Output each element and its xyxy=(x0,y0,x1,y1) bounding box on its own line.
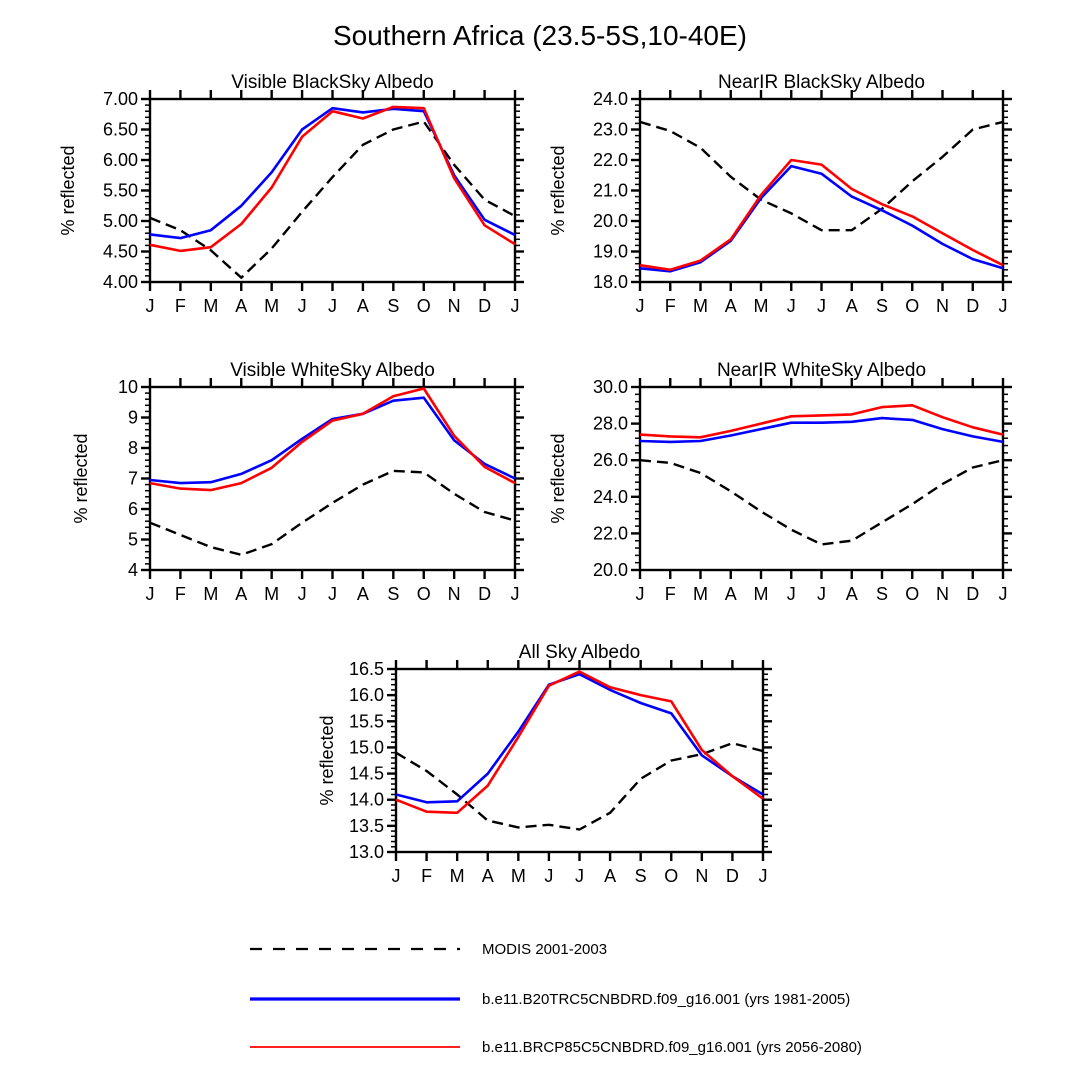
x-tick-label: M xyxy=(449,866,465,886)
y-tick-label: 21.0 xyxy=(592,180,628,201)
x-tick-label: A xyxy=(724,296,737,316)
panel-title: NearIR WhiteSky Albedo xyxy=(716,360,927,381)
y-tick-label: 14.5 xyxy=(348,763,384,784)
x-tick-label: A xyxy=(724,584,737,604)
x-tick-label: A xyxy=(356,296,369,316)
legend-item-b20trc xyxy=(250,991,850,1007)
y-axis-title: % reflected xyxy=(71,433,91,524)
x-tick-label: N xyxy=(936,584,949,604)
y-tick-label: 19.0 xyxy=(592,241,628,262)
x-tick-label: O xyxy=(416,584,431,604)
x-tick-label: M xyxy=(510,866,526,886)
x-tick-label: A xyxy=(356,584,369,604)
x-tick-label: J xyxy=(510,584,520,604)
x-tick-label: J xyxy=(786,584,796,604)
legend-label-b20trc: b.e11.B20TRC5CNBDRD.f09_g16.001 (yrs 1981-2005) xyxy=(482,990,851,1008)
panel-visible-blacksky-albedo xyxy=(58,72,524,316)
y-tick-label: 6.00 xyxy=(102,150,138,170)
y-tick-label: 4.00 xyxy=(102,272,138,292)
y-tick-label: 24.0 xyxy=(592,486,628,507)
legend-label-modis: MODIS 2001-2003 xyxy=(482,940,608,958)
x-tick-label: S xyxy=(634,866,647,886)
x-tick-label: F xyxy=(664,296,676,316)
series-line-1 xyxy=(640,166,1003,271)
x-tick-label: M xyxy=(753,296,769,316)
x-tick-label: A xyxy=(481,866,494,886)
y-tick-label: 18.0 xyxy=(592,272,628,292)
panel-visible-whitesky-albedo xyxy=(71,360,524,604)
x-tick-label: M xyxy=(264,296,280,316)
y-tick-label: 16.0 xyxy=(348,685,384,706)
y-tick-label: 16.5 xyxy=(348,659,384,679)
y-tick-label: 7.00 xyxy=(102,89,138,109)
x-tick-label: J xyxy=(297,296,307,316)
y-tick-label: 20.0 xyxy=(592,560,628,580)
panel-all-sky-albedo xyxy=(317,642,772,886)
series-line-2 xyxy=(396,672,763,813)
x-tick-label: F xyxy=(174,296,186,316)
x-tick-label: J xyxy=(635,584,645,604)
x-tick-label: M xyxy=(753,584,769,604)
x-tick-label: A xyxy=(235,296,248,316)
x-tick-label: J xyxy=(758,866,768,886)
y-tick-label: 5 xyxy=(127,529,138,550)
panel-title: NearIR BlackSky Albedo xyxy=(718,72,925,93)
x-tick-label: A xyxy=(235,584,248,604)
series-line-0 xyxy=(640,122,1003,230)
x-tick-label: D xyxy=(725,866,739,886)
x-tick-label: J xyxy=(998,584,1008,604)
series-line-1 xyxy=(150,108,515,238)
y-tick-label: 20.0 xyxy=(592,211,628,231)
x-tick-label: J xyxy=(998,296,1008,316)
y-tick-label: 22.0 xyxy=(592,150,628,170)
x-tick-label: J xyxy=(297,584,307,604)
y-tick-label: 4.50 xyxy=(102,241,138,262)
x-tick-label: F xyxy=(664,584,676,604)
x-tick-label: J xyxy=(575,866,584,886)
legend-item-brcp85 xyxy=(250,1039,862,1055)
x-tick-label: M xyxy=(693,584,708,604)
y-tick-label: 24.0 xyxy=(592,89,628,109)
x-tick-label: J xyxy=(145,296,155,316)
x-tick-label: D xyxy=(478,296,492,316)
x-tick-label: D xyxy=(966,296,980,316)
x-tick-label: O xyxy=(905,296,920,316)
y-tick-label: 8 xyxy=(127,438,138,458)
y-tick-label: 30.0 xyxy=(592,377,628,397)
x-tick-label: M xyxy=(264,584,280,604)
series-line-1 xyxy=(396,674,763,802)
y-tick-label: 10 xyxy=(117,377,138,397)
x-tick-label: S xyxy=(387,584,400,604)
b20trc-line-swatch xyxy=(250,995,460,1003)
x-tick-label: N xyxy=(936,296,949,316)
x-tick-label: J xyxy=(817,584,826,604)
panel-title: Visible WhiteSky Albedo xyxy=(230,360,435,381)
x-tick-label: S xyxy=(875,296,889,316)
x-tick-label: A xyxy=(845,584,858,604)
x-tick-label: J xyxy=(510,296,520,316)
y-tick-label: 28.0 xyxy=(592,413,628,434)
x-tick-label: O xyxy=(664,866,679,886)
x-tick-label: J xyxy=(786,296,796,316)
x-tick-label: J xyxy=(544,866,554,886)
y-tick-label: 15.0 xyxy=(348,737,384,758)
modis-dashed-line-swatch xyxy=(250,945,460,953)
x-tick-label: J xyxy=(145,584,155,604)
x-tick-label: O xyxy=(905,584,920,604)
brcp85-line-swatch xyxy=(250,1043,460,1051)
series-line-2 xyxy=(150,389,515,491)
x-tick-label: O xyxy=(416,296,431,316)
x-tick-label: F xyxy=(174,584,186,604)
x-tick-label: M xyxy=(203,296,219,316)
y-tick-label: 23.0 xyxy=(592,119,628,140)
series-line-2 xyxy=(640,405,1003,437)
x-tick-label: J xyxy=(817,296,826,316)
plot-frame xyxy=(640,99,1003,282)
y-tick-label: 6.50 xyxy=(102,119,138,140)
y-axis-title: % reflected xyxy=(548,433,568,524)
plot-frame xyxy=(150,99,515,282)
x-tick-label: A xyxy=(845,296,858,316)
x-tick-label: J xyxy=(328,584,337,604)
y-tick-label: 22.0 xyxy=(592,523,628,544)
x-tick-label: S xyxy=(875,584,889,604)
y-axis-title: % reflected xyxy=(548,145,568,236)
panel-title: Visible BlackSky Albedo xyxy=(231,72,434,93)
x-tick-label: D xyxy=(478,584,492,604)
y-tick-label: 6 xyxy=(127,499,138,519)
y-tick-label: 7 xyxy=(127,468,138,489)
y-axis-title: % reflected xyxy=(317,715,337,806)
y-tick-label: 5.00 xyxy=(102,211,138,231)
x-tick-label: J xyxy=(391,866,401,886)
x-tick-label: D xyxy=(966,584,980,604)
panel-nearir-blacksky-albedo xyxy=(548,72,1012,316)
x-tick-label: J xyxy=(328,296,337,316)
legend-label-brcp85: b.e11.BRCP85C5CNBDRD.f09_g16.001 (yrs 2056-2080) xyxy=(482,1038,862,1056)
x-tick-label: N xyxy=(447,296,461,316)
y-tick-label: 13.5 xyxy=(348,815,384,836)
y-tick-label: 15.5 xyxy=(348,711,384,732)
x-tick-label: M xyxy=(203,584,219,604)
series-line-2 xyxy=(640,160,1003,270)
legend-item-modis xyxy=(250,941,607,957)
x-tick-label: J xyxy=(635,296,645,316)
x-tick-label: N xyxy=(447,584,461,604)
panel-title: All Sky Albedo xyxy=(518,642,641,663)
series-line-0 xyxy=(640,460,1003,544)
y-tick-label: 9 xyxy=(127,407,138,428)
y-tick-label: 13.0 xyxy=(348,842,384,862)
y-tick-label: 14.0 xyxy=(348,789,384,810)
x-tick-label: S xyxy=(387,296,400,316)
x-tick-label: M xyxy=(693,296,708,316)
x-tick-label: A xyxy=(604,866,617,886)
x-tick-label: N xyxy=(695,866,709,886)
figure-main-title: Southern Africa (23.5-5S,10-40E) xyxy=(332,20,747,51)
y-tick-label: 4 xyxy=(127,560,138,580)
panel-nearir-whitesky-albedo xyxy=(548,360,1012,604)
y-tick-label: 5.50 xyxy=(102,180,138,201)
y-axis-title: % reflected xyxy=(58,145,78,236)
series-line-0 xyxy=(150,122,515,278)
plot-frame xyxy=(150,387,515,570)
y-tick-label: 26.0 xyxy=(592,450,628,471)
x-tick-label: F xyxy=(421,866,433,886)
